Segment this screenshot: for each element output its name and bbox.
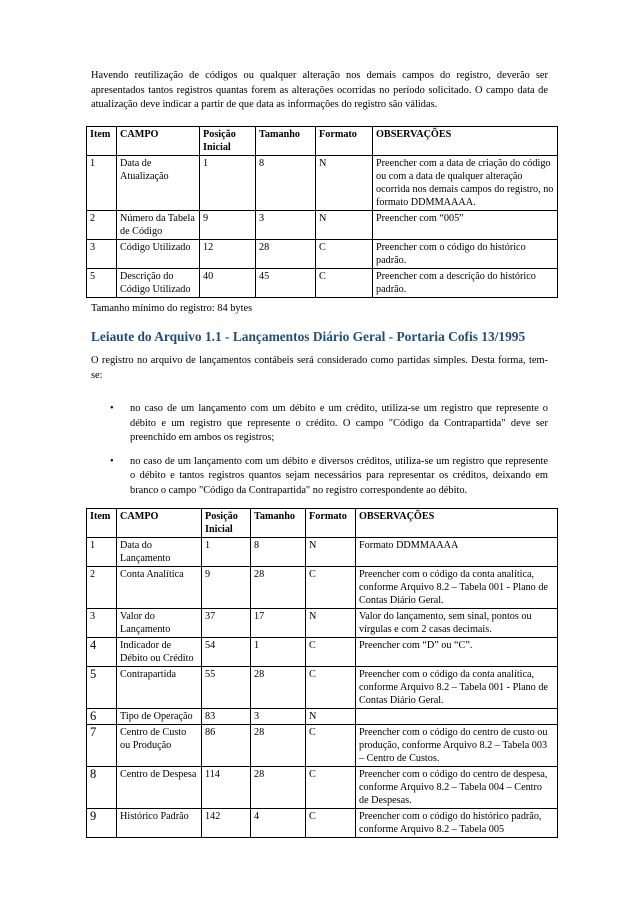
min-size-text: Tamanho mínimo do registro: 84 bytes <box>91 303 253 314</box>
cell-campo: Histórico Padrão <box>117 809 202 838</box>
cell-item: 2 <box>87 567 117 609</box>
cell-observacoes: Preencher com o código do histórico padrão, conforme Arquivo 8.2 – Tabela 005 <box>356 809 558 838</box>
intro-paragraph: Havendo reutilização de códigos ou qualquer alteração nos demais campos do registro, deverão ser apresentados tantos registros quantas forem as alterações ocorridas no período solicitado. O campo data de atualização deve indicar a partir de que data as informações do registro são válidas. <box>91 70 548 111</box>
cell-campo: Descrição do Código Utilizado <box>117 269 200 298</box>
cell-item: 6 <box>87 709 117 725</box>
table-row <box>87 156 558 211</box>
cell-formato: N <box>306 609 356 638</box>
cell-observacoes: Formato DDMMAAAA <box>356 538 558 567</box>
list-item <box>110 402 548 446</box>
cell-observacoes: Valor do lançamento, sem sinal, pontos ou vírgulas e com 2 casas decimais. <box>356 609 558 638</box>
cell-observacoes: Preencher com a descrição do histórico padrão. <box>373 269 558 298</box>
bullet-text: no caso de um lançamento com um débito e um crédito, utiliza-se um registro que represente o débito e um registro que represente o crédito. O campo "Código da Contrapartida" deve ser preenchido em ambos os registros; <box>130 403 548 444</box>
cell-campo: Indicador de Débito ou Crédito <box>117 638 202 667</box>
cell-item: 8 <box>87 767 117 809</box>
cell-posicao: 86 <box>202 725 251 767</box>
cell-observacoes: Preencher com o código da conta analítica, conforme Arquivo 8.2 – Tabela 001 - Plano de Contas Diário Geral. <box>356 667 558 709</box>
table-row <box>87 269 558 298</box>
header-item: Item <box>87 509 117 538</box>
cell-tamanho: 28 <box>251 667 306 709</box>
cell-tamanho: 28 <box>251 567 306 609</box>
cell-tamanho: 28 <box>251 767 306 809</box>
table-row <box>87 767 558 809</box>
table-header-row <box>87 509 558 538</box>
cell-item: 5 <box>87 667 117 709</box>
cell-item: 7 <box>87 725 117 767</box>
cell-posicao: 54 <box>202 638 251 667</box>
table-row <box>87 809 558 838</box>
table-row <box>87 538 558 567</box>
cell-item: 2 <box>87 211 117 240</box>
cell-campo: Contrapartida <box>117 667 202 709</box>
cell-formato: N <box>306 709 356 725</box>
section-title: Leiaute do Arquivo 1.1 - Lançamentos Diário Geral - Portaria Cofis 13/1995 <box>91 329 526 344</box>
cell-formato: C <box>316 240 373 269</box>
cell-formato: C <box>306 567 356 609</box>
cell-observacoes: Preencher com o código da conta analítica, conforme Arquivo 8.2 – Tabela 001 - Plano de Contas Diário Geral. <box>356 567 558 609</box>
cell-observacoes <box>356 709 558 725</box>
cell-item: 3 <box>87 240 117 269</box>
cell-tamanho: 4 <box>251 809 306 838</box>
cell-campo: Centro de Despesa <box>117 767 202 809</box>
cell-posicao: 55 <box>202 667 251 709</box>
cell-campo: Número da Tabela de Código <box>117 211 200 240</box>
header-campo: CAMPO <box>117 127 200 156</box>
cell-tamanho: 8 <box>256 156 316 211</box>
header-posicao: Posição Inicial <box>200 127 256 156</box>
cell-campo: Código Utilizado <box>117 240 200 269</box>
cell-item: 1 <box>87 156 117 211</box>
cell-observacoes: Preencher com o código do centro de custo ou produção, conforme Arquivo 8.2 – Tabela 003 – Centro de Custos. <box>356 725 558 767</box>
cell-tamanho: 28 <box>251 725 306 767</box>
table-row <box>87 567 558 609</box>
cell-campo: Data de Atualização <box>117 156 200 211</box>
bullet-list <box>110 402 548 499</box>
cell-posicao: 142 <box>202 809 251 838</box>
cell-formato: C <box>306 667 356 709</box>
section-paragraph: O registro no arquivo de lançamentos contábeis será considerado como partidas simples. Desta forma, tem-se: <box>91 355 548 381</box>
cell-formato: C <box>306 638 356 667</box>
cell-posicao: 9 <box>200 211 256 240</box>
bullet-icon: • <box>110 403 114 414</box>
cell-campo: Tipo de Operação <box>117 709 202 725</box>
cell-posicao: 40 <box>200 269 256 298</box>
cell-formato: N <box>316 211 373 240</box>
table-row <box>87 709 558 725</box>
header-tamanho: Tamanho <box>251 509 306 538</box>
cell-formato: C <box>306 725 356 767</box>
cell-item: 4 <box>87 638 117 667</box>
header-observacoes: OBSERVAÇÕES <box>373 127 558 156</box>
table-row <box>87 211 558 240</box>
cell-posicao: 114 <box>202 767 251 809</box>
cell-tamanho: 8 <box>251 538 306 567</box>
cell-formato: N <box>316 156 373 211</box>
cell-posicao: 37 <box>202 609 251 638</box>
header-observacoes: OBSERVAÇÕES <box>356 509 558 538</box>
header-formato: Formato <box>306 509 356 538</box>
cell-observacoes: Preencher com o código do histórico padrão. <box>373 240 558 269</box>
cell-item: 1 <box>87 538 117 567</box>
cell-tamanho: 28 <box>256 240 316 269</box>
bullet-text: no caso de um lançamento com um débito e diversos créditos, utiliza-se um registro que represente o débito e tantos registros quantos sejam necessários para representar os créditos, deixando em branco o campo "Código da Contrapartida" no registro correspondente ao débito. <box>130 455 548 496</box>
cell-campo: Valor do Lançamento <box>117 609 202 638</box>
table-row <box>87 638 558 667</box>
cell-item: 9 <box>87 809 117 838</box>
table-codigos <box>86 126 558 298</box>
list-item <box>110 455 548 499</box>
header-campo: CAMPO <box>117 509 202 538</box>
table-row <box>87 609 558 638</box>
header-posicao: Posição Inicial <box>202 509 251 538</box>
table-header-row <box>87 127 558 156</box>
cell-tamanho: 3 <box>251 709 306 725</box>
cell-tamanho: 3 <box>256 211 316 240</box>
table-row <box>87 240 558 269</box>
cell-posicao: 1 <box>202 538 251 567</box>
cell-campo: Conta Analítica <box>117 567 202 609</box>
cell-formato: C <box>306 767 356 809</box>
cell-tamanho: 45 <box>256 269 316 298</box>
header-tamanho: Tamanho <box>256 127 316 156</box>
cell-item: 3 <box>87 609 117 638</box>
cell-observacoes: Preencher com “005” <box>373 211 558 240</box>
cell-posicao: 83 <box>202 709 251 725</box>
cell-formato: N <box>306 538 356 567</box>
cell-formato: C <box>306 809 356 838</box>
cell-campo: Centro de Custo ou Produção <box>117 725 202 767</box>
cell-posicao: 12 <box>200 240 256 269</box>
cell-formato: C <box>316 269 373 298</box>
cell-item: 5 <box>87 269 117 298</box>
header-item: Item <box>87 127 117 156</box>
cell-posicao: 1 <box>200 156 256 211</box>
cell-observacoes: Preencher com a data de criação do código ou com a data de qualquer alteração ocorrida nos demais campos do registro, no formato DDMMAAAA. <box>373 156 558 211</box>
bullet-icon: • <box>110 455 114 467</box>
table-lancamentos <box>86 508 558 838</box>
table-row <box>87 667 558 709</box>
table-row <box>87 725 558 767</box>
cell-posicao: 9 <box>202 567 251 609</box>
cell-campo: Data do Lançamento <box>117 538 202 567</box>
cell-observacoes: Preencher com “D” ou “C”. <box>356 638 558 667</box>
cell-tamanho: 1 <box>251 638 306 667</box>
cell-observacoes: Preencher com o código do centro de despesa, conforme Arquivo 8.2 – Tabela 004 – Centro de Despesas. <box>356 767 558 809</box>
cell-tamanho: 17 <box>251 609 306 638</box>
header-formato: Formato <box>316 127 373 156</box>
